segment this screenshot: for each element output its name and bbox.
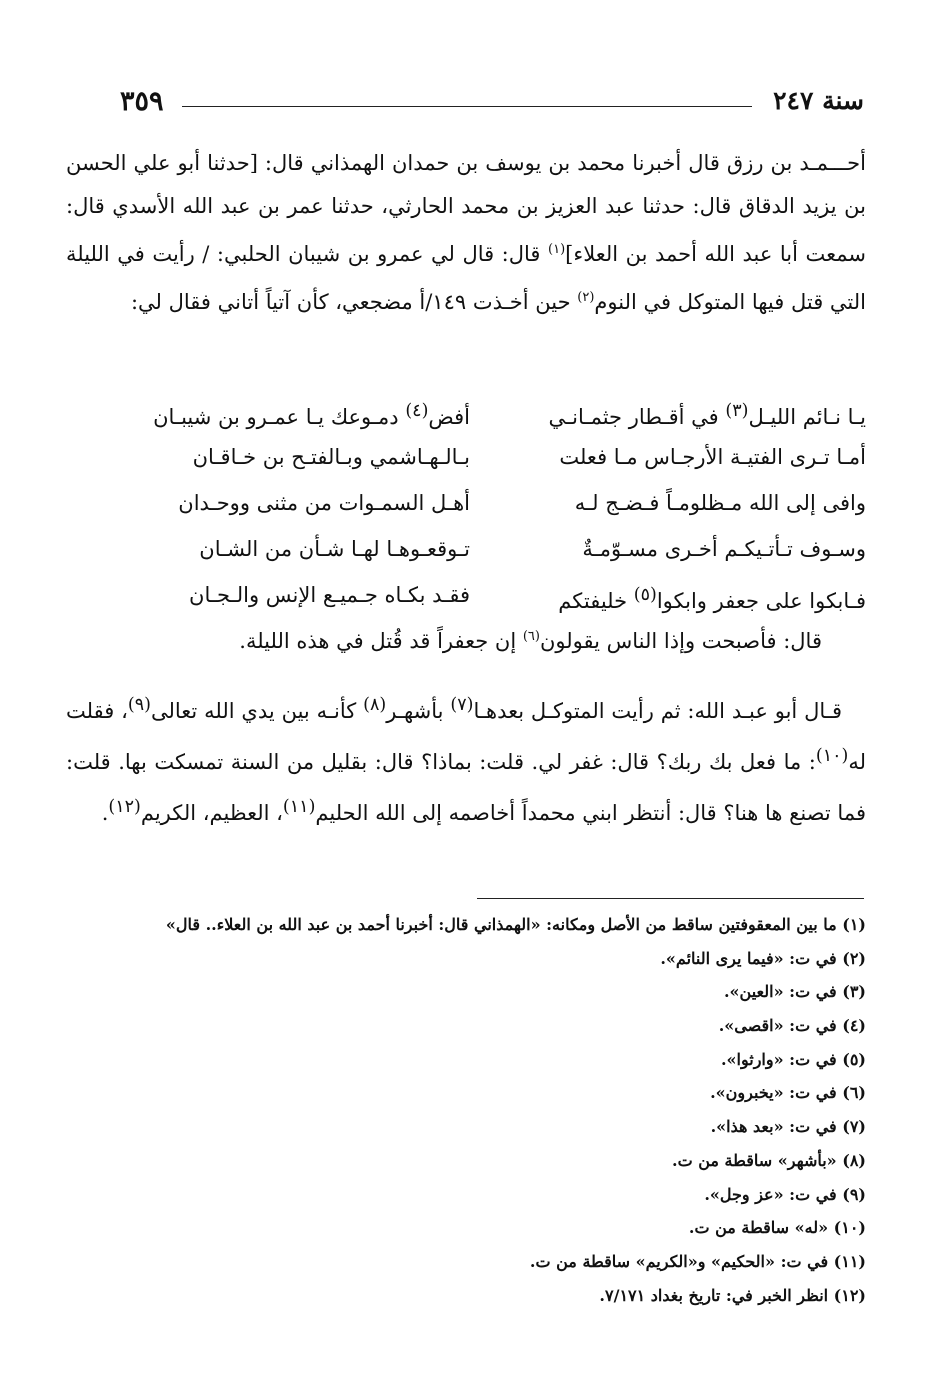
hemistich-text: وافى إلى الله مـظلومـاً فـضـج لـه [574,491,866,515]
footnote: (٦) في ت: «يخبرون». [710,1083,866,1103]
hemistich-first [511,526,866,572]
poem-line [120,572,866,618]
hemistich-second [120,572,470,618]
paragraph-2-text: قـال أبو عبـد الله: ثم رأيت المتوكـل بعدهـا [473,699,842,723]
footnote: (٩) في ت: «عز وجل». [704,1184,866,1204]
footnote: (١١) في ت: «الحكيم» و«الكريم» ساقطة من ت. [529,1251,866,1271]
footnote-ref-1: (١) [547,242,566,257]
after-poem-line [239,617,822,661]
paragraph-1-text-a: أحـــمـد بن رزق قال أخبرنا محمد بن يوسف بن حمدان الهمذاني قال: [حدثنا أبو علي الحسن بن يزيد الدقاق قال: حدثنا عبد العزيز بن محمد الحارثي، حدثنا عمر بن عبد الله الأسدي قال: سمعت أبا عبد الله أحمد بن العلاء] [66,151,866,266]
hemistich-text: خليفتكم [558,589,634,613]
hemistich-text: يـا نـائم الليـل [748,405,866,429]
hemistich-second [120,434,470,480]
footnote-ref-3: (٣) [725,401,749,421]
poem [120,388,866,618]
poem-line [120,388,866,434]
footnote: (١) ما بين المعقوفتين ساقط من الأصل ومكانه: «الهمذاني قال: أخبرنا أحمد بن عبد الله بن العلاء.. قال» [165,915,866,934]
footnote-ref-4: (٤) [405,401,429,421]
hemistich-second [120,388,470,434]
hemistich-text: دمـوعك يـا عمـرو بن شيبـان [153,405,406,429]
hemistich-second [120,480,470,526]
hemistich-first [511,388,866,434]
paragraph-2-text: كأنـه بين يدي الله تعالى [150,699,364,723]
footnote: (٥) في ت: «وارثوا». [720,1049,866,1069]
footnote: (٢) في ت: «فيما يرى النائم». [660,948,866,968]
after-poem-text-b: إن جعفراً قد قُتل في هذه الليلة. [239,629,523,653]
hemistich-text: أفض [428,405,470,429]
after-poem-text: قال: فأصبحت وإذا الناس يقولون [539,629,822,653]
footnote-ref-12: (١٢) [108,797,141,817]
paragraph-1-text-b: قال: قال لي عمرو بن شيبان الحلبي: / رأيت في الليلة التي قتل فيها المتوكل في النوم [66,242,866,314]
running-head: سنة ٢٤٧ [773,86,864,115]
hemistich-text: بـالـهـاشمي وبـالفتـح بن خـاقـان [192,445,470,469]
hemistich-text: فـابكوا على جعفر وابكوا [656,589,866,613]
hemistich-text: في أقـطار جثمـانـي [548,405,726,429]
page-number: ٣٥٩ [120,86,164,117]
hemistich-text: تـوقعـوهـا لهـا شـأن من الشـان [199,537,470,561]
poem-line [120,434,866,480]
footnote: (٤) في ت: «اقصى». [718,1016,866,1036]
footnote: (٧) في ت: «بعد هذا». [710,1117,866,1137]
paragraph-2-text: . [101,801,109,825]
footnote: (١٠) «له» ساقطة من ت. [688,1218,866,1238]
footnote-separator [477,898,864,899]
hemistich-text: وسـوف تـأتـيكـم أخـرى مسـوّمـةٌ [582,537,866,561]
footnote-ref-7: (٧) [450,695,474,715]
page-header [120,86,864,120]
hemistich-text: أهـل السمـوات من مثنى ووحـدان [178,491,470,515]
paragraph-2-text: بأشهـر [386,699,451,723]
footnote-ref-8: (٨) [363,695,387,715]
footnotes [66,908,866,1312]
footnote: (١٢) انظر الخبر في: تاريخ بغداد ٧/١٧١. [599,1285,866,1305]
footnote-ref-2: (٢) [577,290,595,305]
poem-line [120,526,866,572]
paragraph-2-text: ، فقلت له [66,699,866,774]
hemistich-text: فقـد بكـاه جـميـع الإنس والـجـان [189,583,470,607]
footnote: (٨) «بأشهر» ساقطة من ت. [672,1150,866,1170]
poem-line [120,480,866,526]
footnote-ref-6: (٦) [522,629,540,644]
paragraph-1-text-c: حين أخـذت ١٤٩/أ مضجعي، كأن آتياً أتاني فقال لي: [130,290,578,314]
footnote-ref-11: (١١) [282,797,316,817]
hemistich-first [511,480,866,526]
footnote-ref-9: (٩) [127,695,151,715]
paragraph-2-text: ، العظيم، الكريم [140,801,283,825]
hemistich-first [511,434,866,480]
paragraph-1 [66,142,866,324]
hemistich-first [511,572,866,618]
header-rule [182,106,752,107]
paragraph-2 [66,683,866,836]
hemistich-text: أمـا تـرى الفتيـة الأرجـاس مـا فعلت [559,445,866,469]
footnote-ref-5: (٥) [633,585,657,605]
hemistich-second [120,526,470,572]
footnote: (٣) في ت: «العين». [723,982,866,1002]
paragraph-2-text: : ما فعل بك ربك؟ قال: غفر لي. قلت: بماذا؟ قال: بقليل من السنة تمسكت بها. قلت: فما تصنع ها هنا؟ قال: أنتظر ابني محمداً أخاصمه إلى الله الحليم [66,750,866,825]
footnote-ref-10: (١٠) [815,746,849,766]
